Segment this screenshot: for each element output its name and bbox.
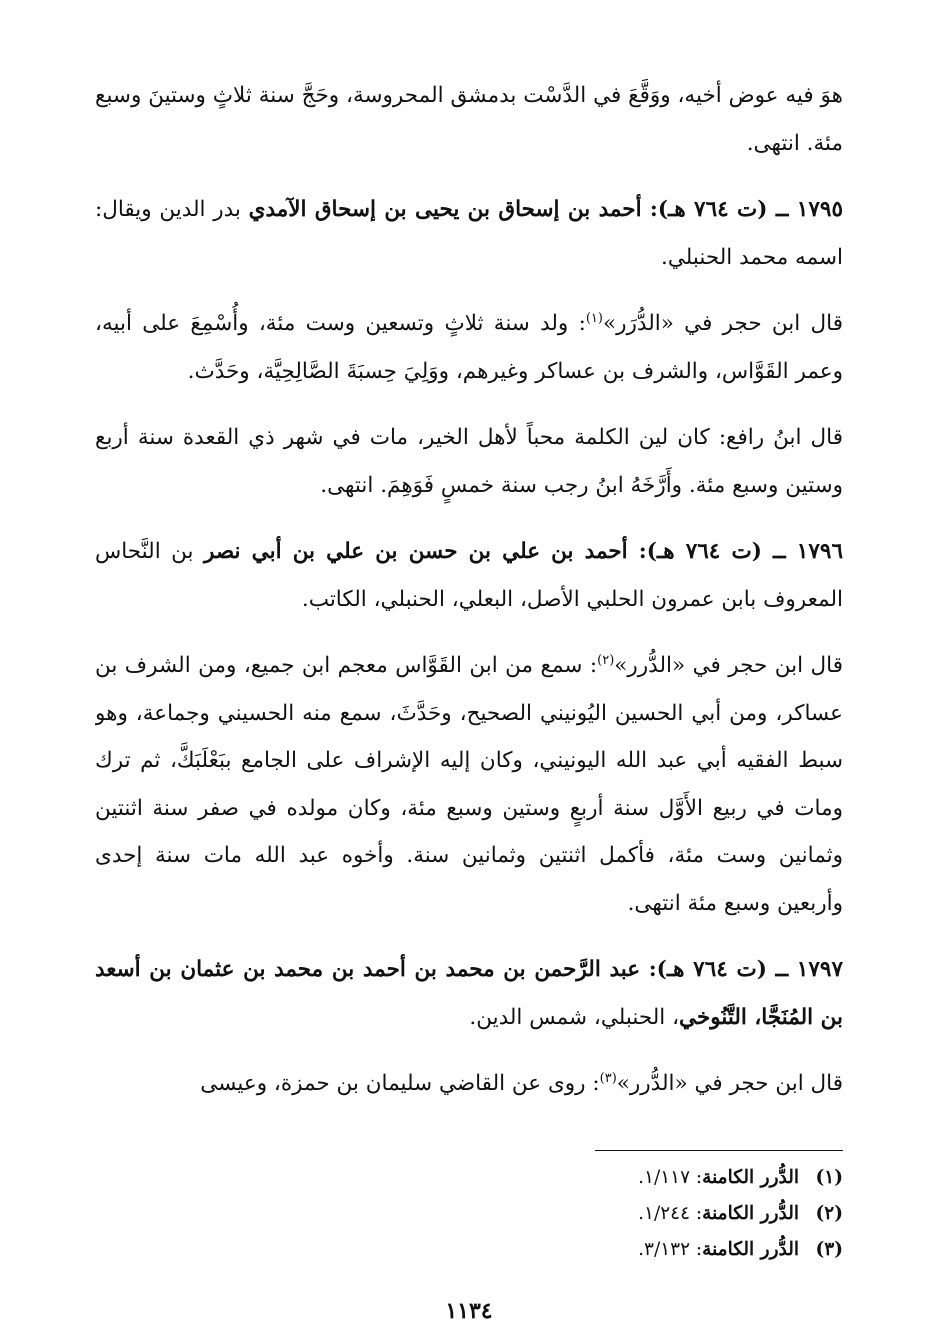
quote-intro: قال ابن حجر في «الدُّرر»: [616, 1071, 843, 1096]
entry-1795: [95, 186, 843, 281]
footnote-marker: (٣): [599, 1070, 617, 1086]
quote-ibn-rafi: [95, 414, 843, 509]
quote-text: : روى عن القاضي سليمان بن حمزة، وعيسى: [200, 1071, 600, 1096]
quote-ibn-hajar-3: [95, 1060, 843, 1108]
footnote-ref: : ٣/١٣٢.: [638, 1239, 703, 1260]
entry-text: ، الحنبلي، شمس الدين.: [469, 1004, 680, 1030]
quote-ibn-hajar-1: [95, 300, 843, 395]
page-number: ١١٣٤: [445, 1298, 493, 1324]
main-text: [95, 72, 843, 1112]
entry-heading: ١٧٩٥ ــ (ت ٧٦٤ هـ): أحمد بن إسحاق بن يحيى بن إسحاق الآمدي: [248, 197, 843, 222]
footnote-source: الدُّرر الكامنة: [702, 1167, 799, 1188]
paragraph-text: قال ابنُ رافع: كان لين الكلمة محباً لأهل الخير، مات في شهر ذي القعدة سنة أربع وستين وسبع مئة. وأَرَّخَهُ ابنُ رجب سنة خمسٍ فَوَهِمَ. انتهى.: [95, 425, 843, 498]
paragraph-text: هوَ فيه عوض أخيه، ووَقَّعَ في الدَّسْت بدمشق المحروسة، وحَجَّ سنة ثلاثٍ وستينَ وسبع مئة. انتهى.: [95, 83, 843, 156]
footnote-ref: : ١/٢٤٤.: [638, 1203, 703, 1224]
quote-text: : ولد سنة ثلاثٍ وتسعين وست مئة، وأُسْمِعَ على أبيه، وعمر القَوَّاس، والشرف بن عساكر وغيرهم، ووَلِيَ حِسبَةَ الصَّالِحِيَّة، وحَدَّث.: [95, 311, 843, 384]
footnote-number: (١): [815, 1167, 843, 1188]
footnote-3: [95, 1232, 843, 1268]
quote-ibn-hajar-2: [95, 642, 843, 927]
entry-text: بدر الدين ويقال: اسمه محمد الحنبلي.: [95, 197, 843, 270]
quote-text: : سمع من ابن القَوَّاس معجم ابن جميع، ومن الشرف بن عساكر، ومن أبي الحسين اليُونيني الصحيح، وحَدَّثَ، سمع منه الحسيني وجماعة، وهو سبط الفقيه أبي عبد الله اليونيني، وكان إليه الإشراف على الجامع ببَعْلَبَكَّ، ثم ترك ومات في ربيع الأَوَّل سنة أربعٍ وستين وسبع مئة، وكان مولده في صفر سنة اثنتين وثمانين وست مئة، فأكمل اثنتين وثمانين سنة. وأخوه عبد الله مات سنة إحدى وأربعين وسبع مئة انتهى.: [95, 653, 843, 916]
paragraph-continuation: [95, 72, 843, 167]
footnote-source: الدُّرر الكامنة: [702, 1239, 799, 1260]
footnote-number: (٢): [815, 1203, 843, 1224]
footnote-ref: : ١/١١٧.: [638, 1167, 703, 1188]
footnote-source: الدُّرر الكامنة: [702, 1203, 799, 1224]
entry-text: بن النَّحاس المعروف بابن عمرون الحلبي الأصل، البعلي، الحنبلي، الكاتب.: [95, 539, 843, 612]
footnote-1: [95, 1160, 843, 1196]
quote-intro: قال ابن حجر في «الدُّرَر»: [602, 311, 843, 336]
entry-heading: ١٧٩٦ ــ (ت ٧٦٤ هـ): أحمد بن علي بن حسن بن علي بن أبي نصر: [204, 539, 843, 564]
book-page: [95, 72, 843, 1338]
quote-intro: قال ابن حجر في «الدُّرر»: [614, 653, 843, 678]
entry-heading: ١٧٩٧ ــ (ت ٧٦٤ هـ): عبد الرَّحمن بن محمد بن أحمد بن محمد بن: [243, 957, 843, 982]
entry-1796: [95, 528, 843, 623]
footnote-number: (٣): [815, 1239, 843, 1260]
entry-heading-continued: عثمان بن أسعد بن المُنَجَّا، التَّنُوخي: [95, 957, 843, 1030]
footnote-2: [95, 1196, 843, 1232]
footnote-marker: (٢): [597, 652, 615, 668]
footnotes: [95, 1160, 843, 1268]
footnote-divider: [595, 1150, 843, 1151]
entry-1797: [95, 946, 843, 1041]
footnote-marker: (١): [585, 310, 603, 326]
